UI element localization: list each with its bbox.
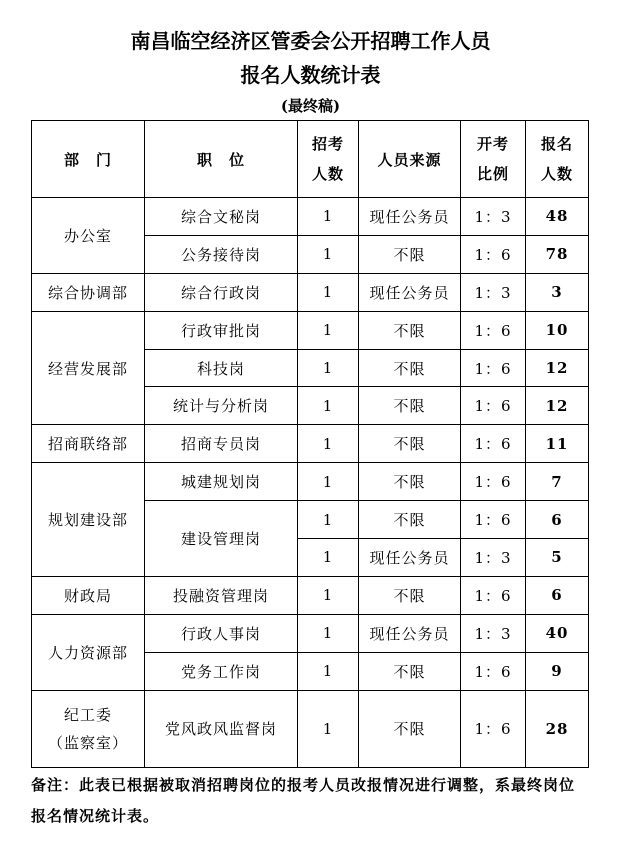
position-cell: 综合行政岗 [145,273,298,311]
dept-cell: 经营发展部 [32,311,145,425]
position-cell: 建设管理岗 [145,501,298,577]
position-cell: 城建规划岗 [145,463,298,501]
source-cell: 不限 [359,501,461,539]
source-cell: 不限 [359,652,461,690]
footnote: 备注：此表已根据被取消招聘岗位的报考人员改报情况进行调整，系最终岗位报名情况统计表。 [31,776,576,825]
source-cell: 不限 [359,311,461,349]
quota-cell: 1 [298,425,359,463]
ratio-cell: 1：6 [461,425,526,463]
ratio-cell: 1：3 [461,273,526,311]
table-header-row [32,121,589,198]
source-cell: 不限 [359,235,461,273]
source-cell: 不限 [359,425,461,463]
dept-cell: 财政局 [32,576,145,614]
quota-cell: 1 [298,349,359,387]
applicants-cell: 5 [526,539,589,577]
table-row [32,273,589,311]
source-cell: 现任公务员 [359,198,461,236]
applicants-cell: 6 [526,576,589,614]
ratio-cell: 1：6 [461,576,526,614]
source-cell: 现任公务员 [359,614,461,652]
header-quota-l2: 人数 [311,165,344,183]
ratio-cell: 1：3 [461,614,526,652]
header-quota-l1: 招考 [311,135,344,153]
dept-cell: 办公室 [32,198,145,274]
quota-cell: 1 [298,501,359,539]
table-row [32,690,589,767]
quota-cell: 1 [298,576,359,614]
recruitment-table [31,120,589,768]
header-position: 职 位 [145,121,298,198]
page-subtitle: (最终稿) [280,97,341,115]
table-row [32,463,589,501]
page-title-line2: 报名人数统计表 [240,63,381,87]
applicants-cell: 6 [526,501,589,539]
quota-cell: 1 [298,235,359,273]
ratio-cell: 1：6 [461,387,526,425]
applicants-cell: 28 [526,690,589,767]
header-ratio-l2: 比例 [476,165,509,183]
applicants-cell: 40 [526,614,589,652]
position-cell: 党务工作岗 [145,652,298,690]
page-title: 南昌临空经济区管委会公开招聘工作人员 [130,29,491,53]
table-row [32,311,589,349]
source-cell: 不限 [359,576,461,614]
dept-cell: 综合协调部 [32,273,145,311]
applicants-cell: 9 [526,652,589,690]
position-cell: 投融资管理岗 [145,576,298,614]
applicants-cell: 7 [526,463,589,501]
ratio-cell: 1：6 [461,652,526,690]
dept-cell: 人力资源部 [32,614,145,690]
position-cell: 综合文秘岗 [145,198,298,236]
quota-cell: 1 [298,198,359,236]
ratio-cell: 1：6 [461,501,526,539]
quota-cell: 1 [298,690,359,767]
applicants-cell: 10 [526,311,589,349]
header-dept: 部 门 [32,121,145,198]
header-ratio-l1: 开考 [476,135,509,153]
table-row [32,198,589,236]
table-row [32,425,589,463]
position-cell: 党风政风监督岗 [145,690,298,767]
table-row [32,576,589,614]
header-applicants-l1: 报名 [540,135,573,153]
ratio-cell: 1：6 [461,690,526,767]
applicants-cell: 12 [526,349,589,387]
header-applicants-l2: 人数 [540,165,573,183]
header-ratio [461,121,526,198]
header-quota [298,121,359,198]
quota-cell: 1 [298,652,359,690]
quota-cell: 1 [298,539,359,577]
quota-cell: 1 [298,463,359,501]
dept-line2: （监察室） [47,733,128,752]
ratio-cell: 1：3 [461,198,526,236]
quota-cell: 1 [298,614,359,652]
source-cell: 现任公务员 [359,273,461,311]
quota-cell: 1 [298,311,359,349]
quota-cell: 1 [298,273,359,311]
header-applicants [526,121,589,198]
applicants-cell: 12 [526,387,589,425]
ratio-cell: 1：6 [461,311,526,349]
source-cell: 不限 [359,463,461,501]
source-cell: 不限 [359,690,461,767]
position-cell: 行政人事岗 [145,614,298,652]
dept-cell: 招商联络部 [32,425,145,463]
position-cell: 招商专员岗 [145,425,298,463]
applicants-cell: 48 [526,198,589,236]
ratio-cell: 1：6 [461,235,526,273]
applicants-cell: 11 [526,425,589,463]
dept-cell [32,690,145,767]
header-source: 人员来源 [359,121,461,198]
source-cell: 不限 [359,349,461,387]
position-cell: 行政审批岗 [145,311,298,349]
source-cell: 不限 [359,387,461,425]
quota-cell: 1 [298,387,359,425]
ratio-cell: 1：6 [461,349,526,387]
source-cell: 现任公务员 [359,539,461,577]
position-cell: 科技岗 [145,349,298,387]
position-cell: 统计与分析岗 [145,387,298,425]
applicants-cell: 78 [526,235,589,273]
dept-line1: 纪工委 [63,705,112,724]
position-cell: 公务接待岗 [145,235,298,273]
ratio-cell: 1：3 [461,539,526,577]
dept-cell: 规划建设部 [32,463,145,577]
ratio-cell: 1：6 [461,463,526,501]
applicants-cell: 3 [526,273,589,311]
table-row [32,614,589,652]
